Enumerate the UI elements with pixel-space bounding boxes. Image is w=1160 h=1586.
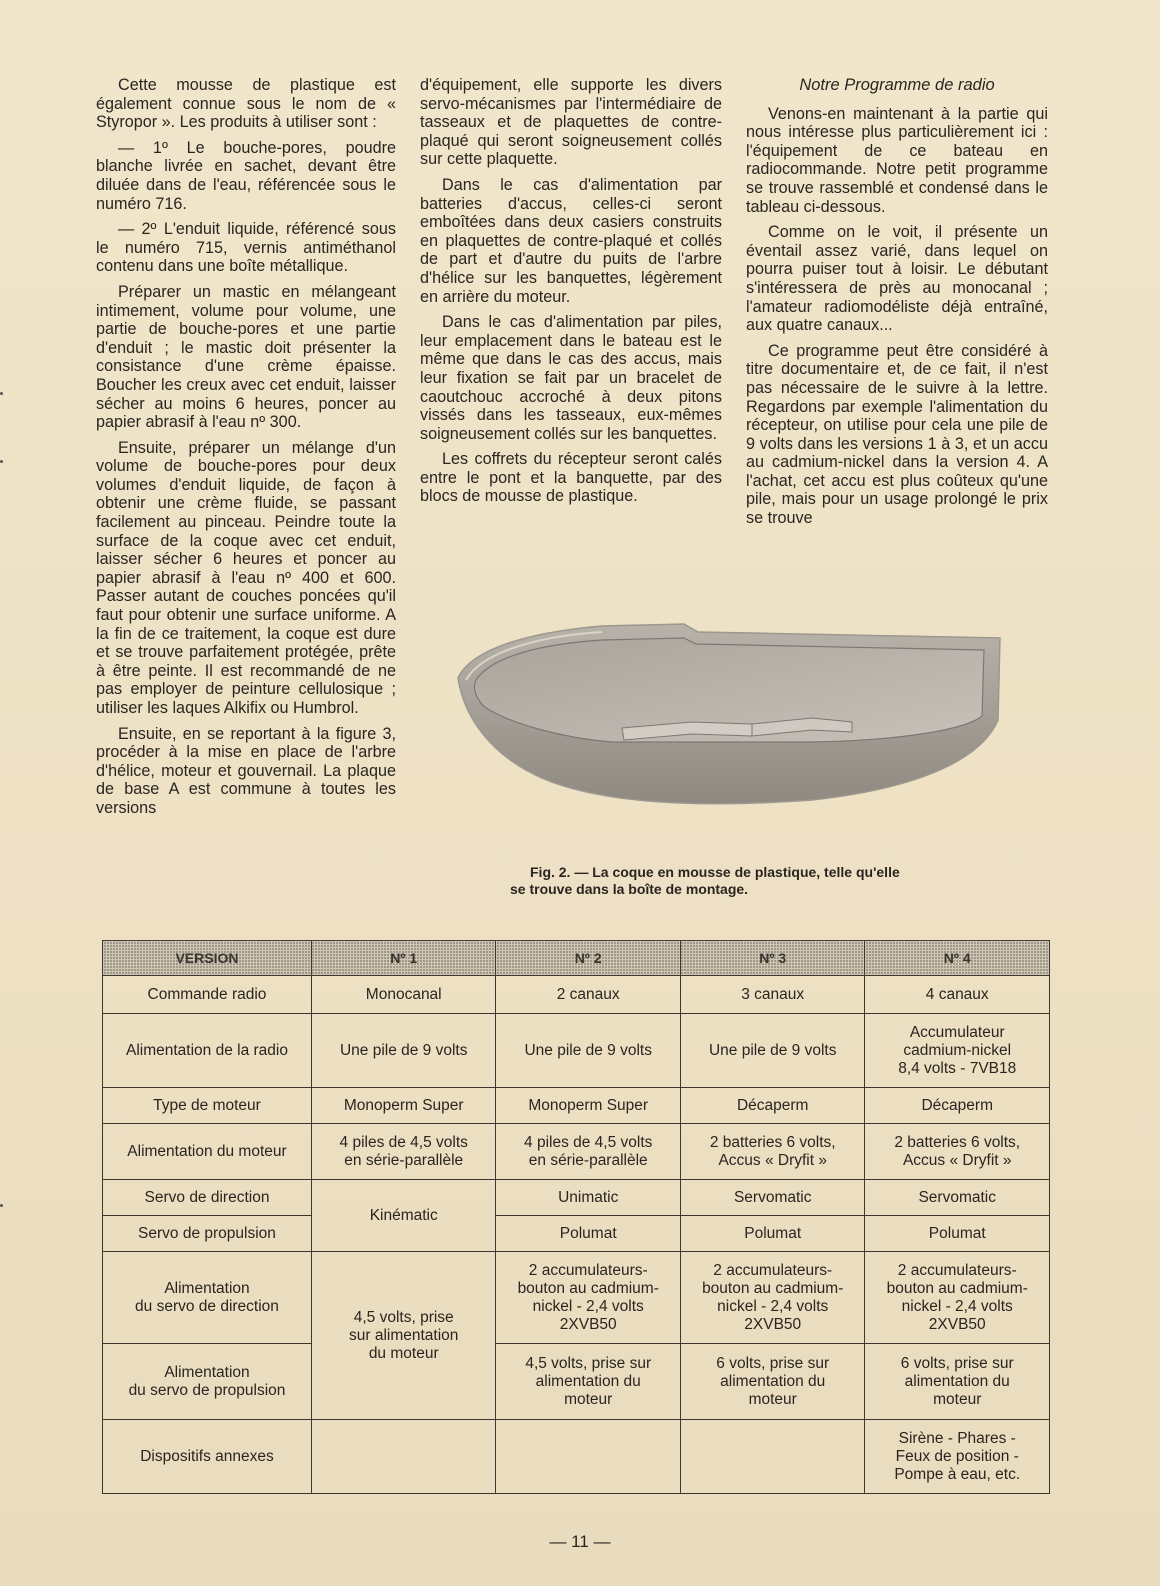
- cell: 3 canaux: [680, 976, 865, 1014]
- cell-line: nickel - 2,4 volts: [717, 1297, 829, 1315]
- cell: [865, 1124, 1050, 1180]
- cell: Polumat: [680, 1216, 865, 1252]
- table-row: [103, 1216, 1050, 1252]
- cell: Décaperm: [865, 1088, 1050, 1124]
- cell: [311, 1420, 496, 1494]
- cell: Une pile de 9 volts: [311, 1014, 496, 1088]
- cell-line: 6 volts, prise sur: [900, 1354, 1014, 1372]
- cell-line: Accus « Dryfit »: [718, 1151, 827, 1169]
- table-row: [103, 1124, 1050, 1180]
- cell: Polumat: [865, 1216, 1050, 1252]
- cell-line: 2 accumulateurs-: [897, 1261, 1017, 1279]
- binding-hole: [0, 392, 3, 395]
- cell-line: 2XVB50: [559, 1315, 617, 1333]
- cell-line: cadmium-nickel: [903, 1041, 1012, 1059]
- header-n3: Nº 3: [680, 941, 865, 976]
- cell-line: 4,5 volts, prise sur: [525, 1354, 652, 1372]
- cell-line: alimentation du: [720, 1372, 826, 1390]
- section-heading: Notre Programme de radio: [799, 76, 995, 94]
- text-column-2: [420, 76, 722, 513]
- header-version: VERSION: [103, 941, 312, 976]
- paragraph: Préparer un mastic en mélangeant intimement, volume pour volume, une partie de bouche-pores et une partie d'enduit ; le mastic doit présenter la consistance d'une crème épaisse. Boucher les creux avec cet enduit, laisser sécher au moins 6 heures, poncer au papier abrasif à l'eau nº 300.: [96, 282, 396, 432]
- cell: [496, 1124, 681, 1180]
- cell: Servomatic: [865, 1180, 1050, 1216]
- header-n2: Nº 2: [496, 941, 681, 976]
- text-column-1: [96, 76, 396, 825]
- cell-line: nickel - 2,4 volts: [532, 1297, 644, 1315]
- cell: Une pile de 9 volts: [496, 1014, 681, 1088]
- cell-line: 4,5 volts, prise: [353, 1308, 454, 1326]
- cell: [680, 1252, 865, 1344]
- cell-line: Feux de position -: [895, 1447, 1019, 1465]
- cell: [865, 1420, 1050, 1494]
- label-line: du servo de direction: [135, 1297, 279, 1315]
- cell-line: 2XVB50: [744, 1315, 802, 1333]
- cell-line: en série-parallèle: [528, 1151, 648, 1169]
- header-n1: Nº 1: [311, 941, 496, 976]
- boat-hull-photo: [452, 618, 1012, 818]
- cell-line: 2 batteries 6 volts,: [894, 1133, 1021, 1151]
- cell-line: bouton au cadmium-: [886, 1279, 1028, 1297]
- cell: Polumat: [496, 1216, 681, 1252]
- binding-hole: [0, 460, 3, 463]
- cell: [865, 1252, 1050, 1344]
- paragraph: Ensuite, préparer un mélange d'un volume de bouche-pores pour deux volumes d'enduit liquide, de façon à obtenir une crème fluide, se passant facilement au pinceau. Peindre toute la surface de la coque avec cet enduit, laisser sécher 6 heures et poncer au papier abrasif à l'eau nº 400 et 600. Passer autant de couches poncées qu'il faut pour obtenir une surface uniforme. A la fin de ce traitement, la coque est dure et se trouve parfaitement protégée, prête à être peinte. Il est recommandé de ne pas employer de peinture cellulosique ; utiliser les laques Alkifix ou Humbrol.: [96, 438, 396, 717]
- cell-line: 4 piles de 4,5 volts: [524, 1133, 653, 1151]
- cell: Monocanal: [311, 976, 496, 1014]
- label-line: Alimentation: [164, 1279, 250, 1297]
- paragraph: d'équipement, elle supporte les divers servo-mécanismes par l'intermédiaire de tasseaux et de plaquettes de contre-plaqué qui seront soigneusement collés sur cette plaquette.: [420, 76, 722, 169]
- cell: [680, 1344, 865, 1420]
- cell-line: 6 volts, prise sur: [716, 1354, 830, 1372]
- cell: [496, 1252, 681, 1344]
- table-row: [103, 1014, 1050, 1088]
- cell: Servomatic: [680, 1180, 865, 1216]
- table-row: [103, 976, 1050, 1014]
- label-line: Alimentation: [164, 1363, 250, 1381]
- row-label: Dispositifs annexes: [103, 1420, 312, 1494]
- cell-line: 4 piles de 4,5 volts: [339, 1133, 468, 1151]
- cell-line: nickel - 2,4 volts: [901, 1297, 1013, 1315]
- cell: 2 canaux: [496, 976, 681, 1014]
- cell-line: Pompe à eau, etc.: [894, 1465, 1021, 1483]
- cell: Monoperm Super: [311, 1088, 496, 1124]
- paragraph: Venons-en maintenant à la partie qui nous intéresse plus particulièrement ici : l'équipement de ce bateau en radiocommande. Notre petit programme se trouve rassemblé et condensé dans le tableau ci-dessous.: [746, 104, 1048, 216]
- cell-line: moteur: [564, 1390, 613, 1408]
- cell-line: bouton au cadmium-: [702, 1279, 844, 1297]
- cell-line: 2 accumulateurs-: [713, 1261, 833, 1279]
- cell-line: alimentation du: [904, 1372, 1010, 1390]
- header-n4: Nº 4: [865, 941, 1050, 976]
- cell-line: Accumulateur: [909, 1023, 1005, 1041]
- cell: Unimatic: [496, 1180, 681, 1216]
- text-column-3: [746, 76, 1048, 535]
- cell: Kinématic: [311, 1180, 496, 1252]
- cell-line: 8,4 volts - 7VB18: [898, 1059, 1017, 1077]
- cell: [680, 1420, 865, 1494]
- paragraph: Dans le cas d'alimentation par piles, leur emplacement dans le bateau est le même que dans le cas des accus, mais leur fixation se fait par un bracelet de caoutchouc accroché à deux pitons vissés dans les tasseaux, eux-mêmes soigneusement collés sur les banquettes.: [420, 313, 722, 443]
- cell: [865, 1344, 1050, 1420]
- cell-line: Accus « Dryfit »: [902, 1151, 1012, 1169]
- paragraph: — 2º L'enduit liquide, référencé sous le numéro 715, vernis antiméthanol contenu dans une boîte métallique.: [96, 220, 396, 276]
- row-label: Servo de propulsion: [103, 1216, 312, 1252]
- paragraph: Ce programme peut être considéré à titre documentaire et, de ce fait, il n'est pas nécessaire de le suivre à la lettre. Regardons par exemple l'alimentation du récepteur, on utilise pour cela une pile de 9 volts dans les versions 1 à 3, et un accu au cadmium-nickel dans la version 4. A l'achat, cet accu est plus coûteux qu'une pile, mais pour un usage prolongé le prix se trouve: [746, 341, 1048, 528]
- radio-program-table: [102, 940, 1050, 1494]
- paragraph: — 1º Le bouche-pores, poudre blanche livrée en sachet, devant être diluée dans de l'eau, référencée sous le numéro 716.: [96, 138, 396, 213]
- cell-line: alimentation du: [535, 1372, 641, 1390]
- cell-line: 2 batteries 6 volts,: [709, 1133, 836, 1151]
- cell-line: bouton au cadmium-: [517, 1279, 659, 1297]
- paragraph: Ensuite, en se reportant à la figure 3, procéder à la mise en place de l'arbre d'hélice, moteur et gouvernail. La plaque de base A est commune à toutes les versions: [96, 724, 396, 817]
- cell-line: du moteur: [368, 1344, 439, 1362]
- table-header-row: [103, 941, 1050, 976]
- cell-line: sur alimentation: [349, 1326, 459, 1344]
- table-row: [103, 1420, 1050, 1494]
- row-label: Alimentation de la radio: [103, 1014, 312, 1088]
- binding-hole: [0, 1204, 3, 1207]
- cell: Décaperm: [680, 1088, 865, 1124]
- cell: [311, 1124, 496, 1180]
- cell: [311, 1252, 496, 1420]
- paragraph: Les coffrets du récepteur seront calés entre le pont et la banquette, par des blocs de mousse de plastique.: [420, 450, 722, 506]
- cell-line: Sirène - Phares -: [898, 1429, 1016, 1447]
- table-row: [103, 1344, 1050, 1420]
- table-row: [103, 1180, 1050, 1216]
- cell-line: 2XVB50: [928, 1315, 986, 1333]
- page-number: — 11 —: [549, 1532, 611, 1551]
- paragraph: Cette mousse de plastique est également connue sous le nom de « Styropor ». Les produits à utiliser sont :: [96, 76, 396, 132]
- cell: [496, 1420, 681, 1494]
- figure-caption: [510, 864, 980, 898]
- row-label: Servo de direction: [103, 1180, 312, 1216]
- row-label: Alimentation du moteur: [103, 1124, 312, 1180]
- row-label: [103, 1344, 312, 1420]
- table-row: [103, 1088, 1050, 1124]
- row-label: [103, 1252, 312, 1344]
- paragraph: Comme on le voit, il présente un éventail assez varié, dans lequel on pourra puiser tout à loisir. Le débutant s'intéressera de près au monocanal ; l'amateur radiomodéliste déjà entraîné, aux quatre canaux...: [746, 223, 1048, 335]
- cell: [865, 1014, 1050, 1088]
- cell: 4 canaux: [865, 976, 1050, 1014]
- cell-line: moteur: [933, 1390, 982, 1408]
- label-line: du servo de propulsion: [128, 1381, 286, 1399]
- cell: Monoperm Super: [496, 1088, 681, 1124]
- caption-line: Fig. 2. — La coque en mousse de plastique, telle qu'elle: [530, 864, 900, 880]
- cell: Une pile de 9 volts: [680, 1014, 865, 1088]
- cell-line: moteur: [748, 1390, 797, 1408]
- caption-line: se trouve dans la boîte de montage.: [510, 881, 749, 897]
- cell: [496, 1344, 681, 1420]
- row-label: Type de moteur: [103, 1088, 312, 1124]
- cell-line: 2 accumulateurs-: [528, 1261, 648, 1279]
- table-row: [103, 1252, 1050, 1344]
- row-label: Commande radio: [103, 976, 312, 1014]
- paragraph: Dans le cas d'alimentation par batteries d'accus, celles-ci seront emboîtées dans deux casiers construits en plaquettes de contre-plaqué et collés de part et d'autre du puits de l'arbre d'hélice sur les banquettes, légèrement en arrière du moteur.: [420, 175, 722, 306]
- cell: [680, 1124, 865, 1180]
- cell-line: en série-parallèle: [344, 1151, 464, 1169]
